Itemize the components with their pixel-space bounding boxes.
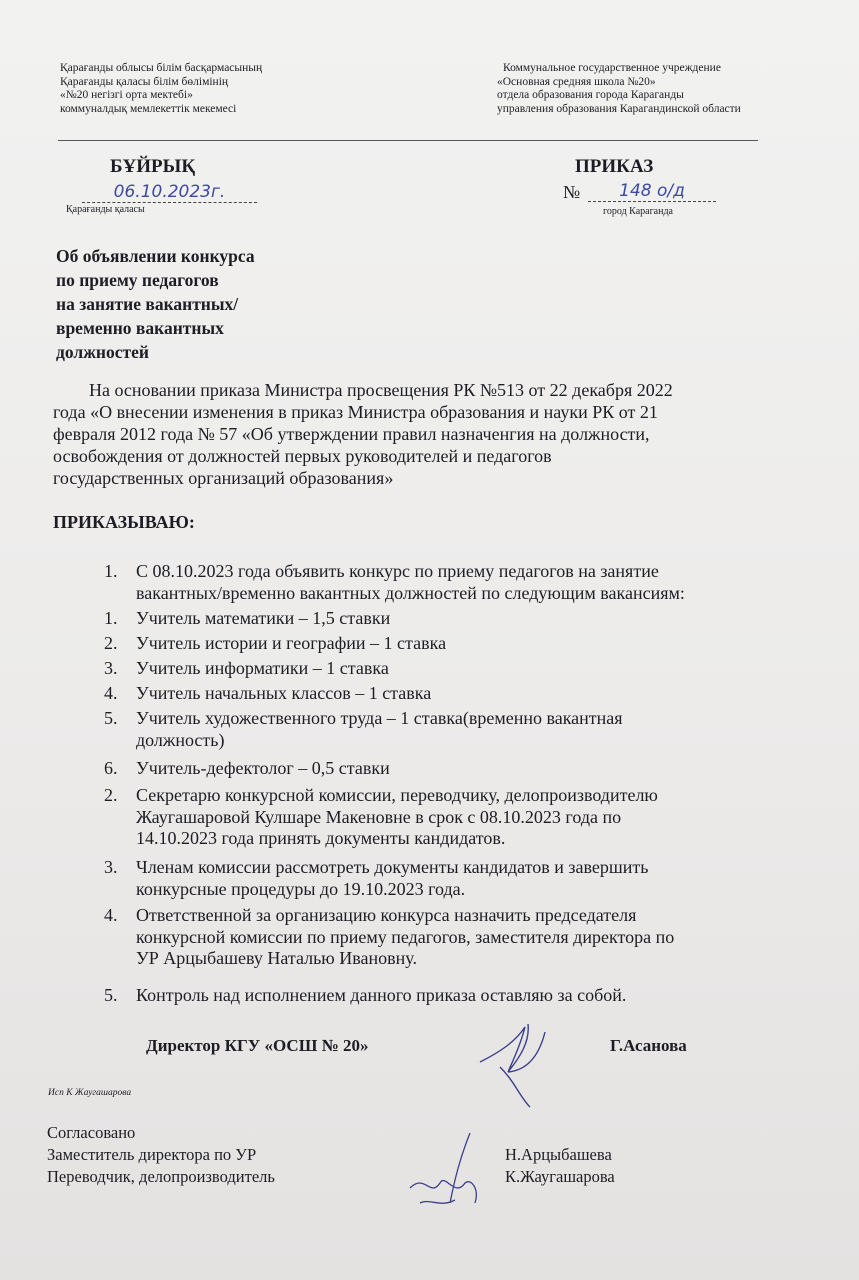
header-divider (58, 140, 758, 141)
item-text: вакантных/временно вакантных должностей по следующим вакансиям: (136, 582, 685, 603)
item-text: С 08.10.2023 года объявить конкурс по приему педагогов на занятие (136, 561, 659, 581)
order-subject (56, 244, 255, 364)
subject-line: временно вакантных (56, 318, 224, 338)
preamble (53, 379, 833, 489)
item-number: 6. (104, 758, 118, 778)
item-text: 14.10.2023 года принять документы кандидатов. (136, 828, 506, 848)
kz-city: Қарағанды қаласы (66, 204, 145, 215)
item-number: 5. (104, 985, 118, 1005)
header-right-line: «Основная средняя школа №20» (497, 75, 656, 88)
item-number: 2. (104, 633, 118, 653)
item-number: 4. (104, 683, 118, 703)
preamble-line: государственных организаций образования» (53, 468, 394, 488)
item-number: 3. (104, 658, 118, 678)
number-prefix: № (563, 182, 581, 202)
header-right-line: управления образования Карагандинской области (497, 102, 741, 115)
item-text: Учитель информатики – 1 ставка (136, 658, 389, 678)
order-date: 06.10.2023г. (82, 182, 257, 203)
item-number: 2. (104, 785, 118, 805)
subject-line: по приему педагогов (56, 270, 219, 290)
ru-order-title: ПРИКАЗ (575, 156, 654, 177)
kz-order-title: БҰЙРЫҚ (110, 156, 196, 177)
item-number: 1. (104, 608, 118, 628)
item-number: 5. (104, 708, 118, 728)
ru-city: город Караганда (603, 206, 673, 217)
item-text: должность) (136, 729, 225, 750)
header-right-line: отдела образования города Караганды (497, 89, 684, 101)
header-left-line: «№20 негізгі орта мектебі» (60, 89, 193, 101)
subject-line: должностей (56, 342, 149, 362)
preamble-line: года «О внесении изменения в приказ Министра образования и науки РК от 21 (53, 402, 658, 422)
order-number: 148 о/д (588, 181, 716, 202)
director-role: Директор КГУ «ОСШ № 20» (146, 1036, 369, 1055)
item-text: Учитель начальных классов – 1 ставка (136, 683, 432, 703)
header-right (497, 62, 741, 116)
item-text: Учитель художественного труда – 1 ставка(временно вакантная (136, 708, 623, 728)
header-left-line: Қарағанды облысы білім басқармасының (60, 62, 263, 74)
item-text: Секретарю конкурсной комиссии, переводчику, делопроизводителю (136, 785, 658, 805)
item-number: 4. (104, 905, 118, 925)
preamble-line: февраля 2012 года № 57 «Об утверждении правил назначенгия на должности, (53, 424, 650, 444)
approval-role: Заместитель директора по УР (47, 1145, 257, 1164)
subject-line: Об объявлении конкурса (56, 246, 255, 266)
approval-role: Переводчик, делопроизводитель (47, 1167, 275, 1186)
header-left-line: Қарағанды қаласы білім бөлімінің (60, 75, 229, 88)
item-number: 3. (104, 857, 118, 877)
item-text: Учитель-дефектолог – 0,5 ставки (136, 758, 390, 778)
item-text: УР Арцыбашеву Наталью Ивановну. (136, 948, 417, 968)
item-text: Ответственной за организацию конкурса назначить председателя (136, 905, 637, 925)
item-text: конкурсной комиссии по приему педагогов, заместителя директора по (136, 926, 675, 947)
approval-name: Н.Арцыбашева (505, 1145, 612, 1164)
approval-name: К.Жаугашарова (505, 1167, 615, 1186)
director-signature-icon (470, 1012, 580, 1112)
subject-line: на занятие вакантных/ (56, 294, 239, 314)
preamble-line: освобождения от должностей первых руководителей и педагогов (53, 446, 552, 466)
item-text: Контроль над исполнением данного приказа оставляю за собой. (136, 985, 627, 1005)
item-text: Учитель истории и географии – 1 ставка (136, 633, 447, 653)
command-heading: ПРИКАЗЫВАЮ: (53, 512, 195, 532)
item-number: 1. (104, 561, 118, 581)
preamble-line: На основании приказа Министра просвещения РК №513 от 22 декабря 2022 (89, 380, 673, 400)
executor-note: Исп К Жаугашарова (48, 1088, 132, 1098)
header-right-line: Коммунальное государственное учреждение (503, 62, 721, 74)
header-left-line: коммуналдық мемлекеттік мекемесі (60, 102, 237, 115)
item-text: Жаугашаровой Кулшаре Макеновне в срок с 08.10.2023 года по (136, 806, 622, 827)
item-text: конкурсные процедуры до 19.10.2023 года. (136, 878, 466, 899)
item-text: Членам комиссии рассмотреть документы кандидатов и завершить (136, 857, 649, 877)
director-name: Г.Асанова (610, 1036, 687, 1055)
header-left (60, 62, 262, 116)
approval-title: Согласовано (47, 1123, 136, 1142)
item-text: Учитель математики – 1,5 ставки (136, 608, 391, 628)
approval-signature-icon (400, 1128, 500, 1218)
